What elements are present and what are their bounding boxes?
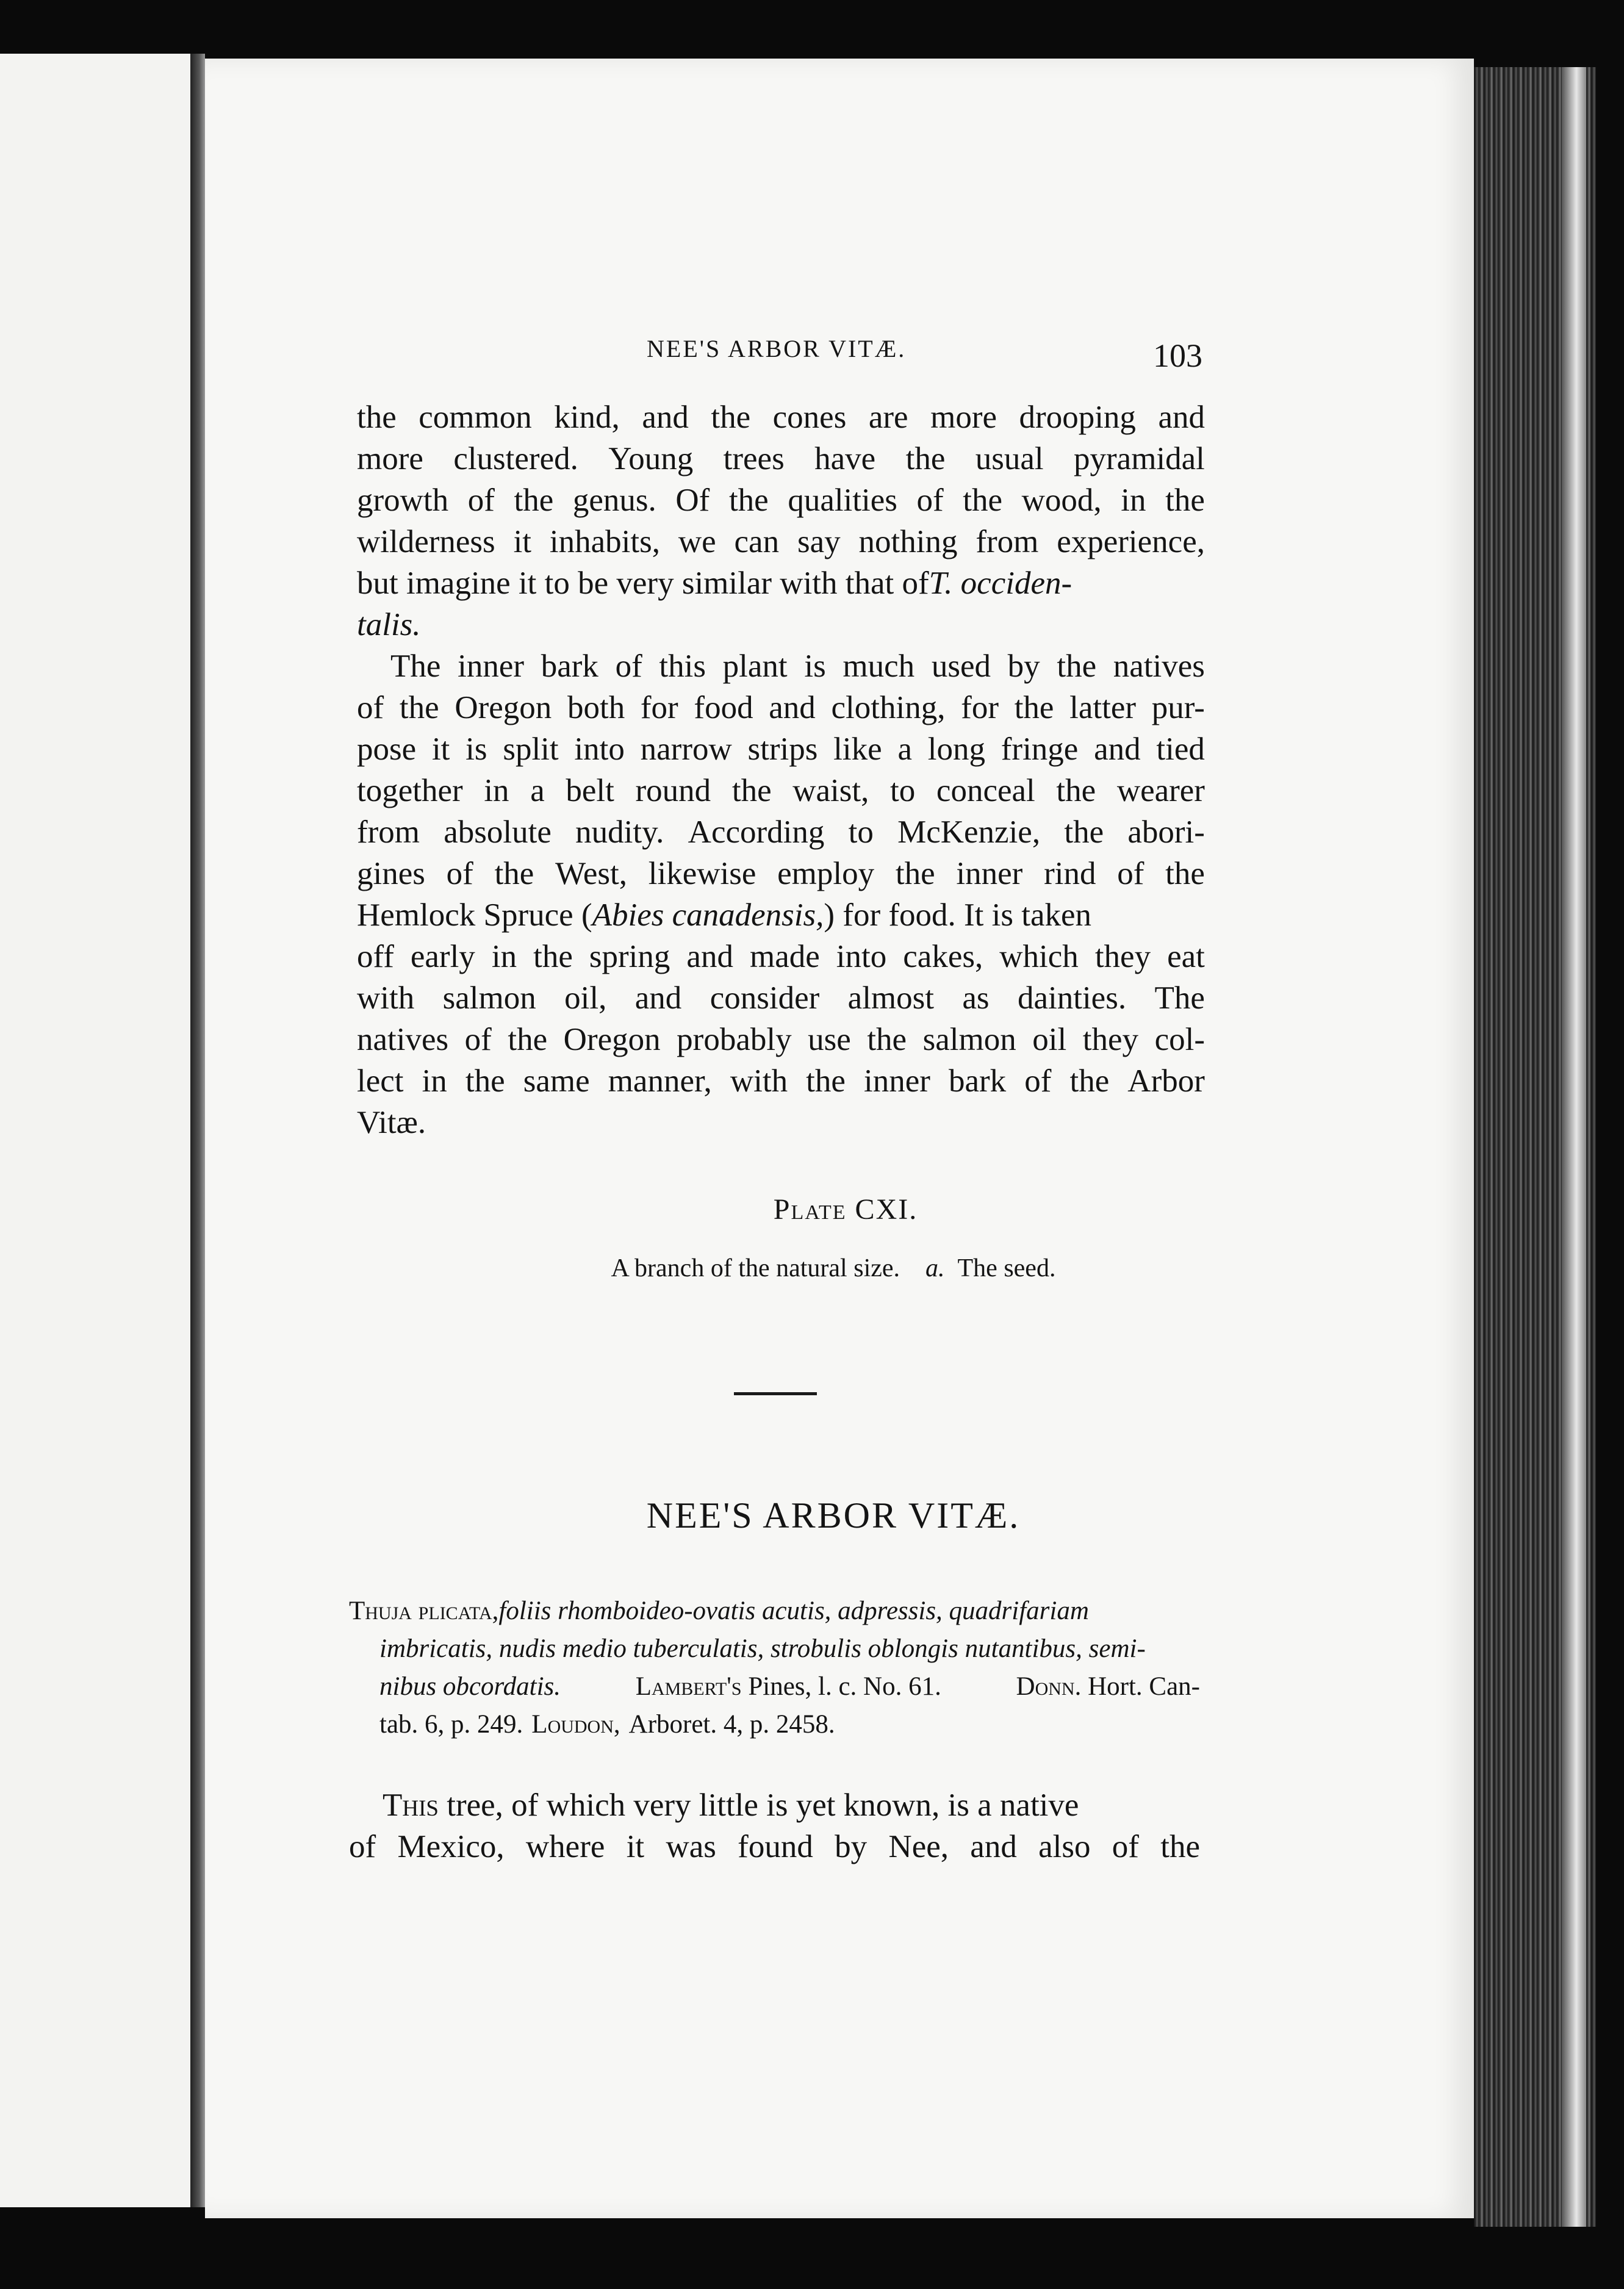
word: qualities (788, 483, 897, 518)
word: from (975, 524, 1039, 559)
word: and (769, 690, 816, 725)
word: as (962, 980, 990, 1016)
text-line (357, 1019, 1205, 1060)
word: conceal (936, 773, 1035, 808)
word: of (446, 856, 473, 891)
word: salmon (922, 1022, 1016, 1057)
word: from (357, 814, 420, 850)
word: by (835, 1829, 868, 1864)
word: likewise (648, 856, 756, 891)
word: spring (589, 939, 670, 974)
word: of (1024, 1063, 1052, 1099)
word: McKenzie, (897, 814, 1041, 850)
paragraph-continued (357, 397, 1205, 645)
word: of (349, 1829, 376, 1864)
word: is (465, 731, 487, 767)
word: the (1165, 856, 1205, 891)
word: pose (357, 731, 417, 767)
word: and (686, 939, 733, 974)
word: pyramidal (1074, 441, 1205, 476)
word: off (357, 939, 394, 974)
word: found (738, 1829, 813, 1864)
word: dainties. (1017, 980, 1127, 1016)
word: with (730, 1063, 788, 1099)
word: of (615, 649, 642, 684)
text-line: Hemlock Spruce ( Abies canadensis, ) for food. It is taken (357, 894, 1205, 936)
word: of (1112, 1829, 1139, 1864)
page-edge-highlight (1562, 67, 1586, 2227)
word: absolute (444, 814, 552, 850)
word: oil, (564, 980, 607, 1016)
word: are (868, 400, 908, 435)
word: the (731, 773, 772, 808)
word: West, (555, 856, 627, 891)
word: cones (772, 400, 847, 435)
word: and (1094, 731, 1141, 767)
text-line (357, 480, 1205, 521)
text-line: Thuja plicata, foliis rhomboideo-ovatis acutis, adpressis, quadrifariam (349, 1592, 1200, 1630)
word: the (963, 483, 1003, 518)
text-line (357, 853, 1205, 894)
text-line: but imagine it to be very similar with that of T. occiden- (357, 562, 1205, 604)
word: much (843, 649, 915, 684)
word: col- (1154, 1022, 1205, 1057)
word: to (890, 773, 916, 808)
word: the (357, 400, 397, 435)
author-name: Loudon, (531, 1710, 620, 1739)
text-line (357, 645, 1205, 687)
word: and (634, 980, 682, 1016)
word: and (642, 400, 689, 435)
word: in (491, 939, 517, 974)
paragraph-inner-bark (357, 645, 1205, 1143)
word: and (970, 1829, 1017, 1864)
word: food (694, 690, 753, 725)
word: drooping (1019, 400, 1136, 435)
word: a (897, 731, 912, 767)
word: they (1082, 1022, 1139, 1057)
species-name: Abies canadensis, (592, 897, 824, 933)
word: nothing (858, 524, 958, 559)
text-line: This tree, of which very little is yet known, is a native (383, 1788, 1079, 1823)
word: Oregon (563, 1022, 661, 1057)
word: the (895, 856, 935, 891)
text-line (357, 811, 1205, 853)
word: lect (357, 1063, 404, 1099)
word: the (508, 1022, 548, 1057)
paragraph-description (349, 1784, 1200, 1867)
word: in (422, 1063, 447, 1099)
word: the (905, 441, 946, 476)
species-name: talis. (357, 607, 421, 642)
word: same (523, 1063, 590, 1099)
text-line (357, 397, 1205, 438)
word: for (961, 690, 999, 725)
word: the (1165, 483, 1205, 518)
author-name: Lambert's (635, 1672, 742, 1701)
word: Nee, (888, 1829, 949, 1864)
word: clustered. (453, 441, 578, 476)
book-gutter (190, 54, 205, 2207)
word: use (808, 1022, 851, 1057)
word: of (357, 690, 384, 725)
word: inner (458, 649, 524, 684)
word: split (503, 731, 559, 767)
word: employ (777, 856, 875, 891)
word: into (574, 731, 625, 767)
word: bark (948, 1063, 1007, 1099)
author-name: Donn. (1016, 1672, 1082, 1701)
word: also (1038, 1829, 1091, 1864)
word: was (666, 1829, 716, 1864)
word: the (1069, 1063, 1110, 1099)
word: of (467, 483, 495, 518)
word: is (804, 649, 826, 684)
word: together (357, 773, 463, 808)
text-line (357, 977, 1205, 1019)
text-line (357, 604, 1205, 645)
facing-page (0, 54, 190, 2207)
word: the (533, 939, 573, 974)
word: clothing, (831, 690, 946, 725)
word: the (1014, 690, 1054, 725)
word: kind, (554, 400, 620, 435)
word: common (419, 400, 532, 435)
word: The (1154, 980, 1205, 1016)
text-line: Vitæ. (357, 1105, 426, 1140)
text-line (357, 438, 1205, 480)
word: the (1057, 649, 1097, 684)
word: latter (1069, 690, 1137, 725)
word: it (513, 524, 532, 559)
word: to (848, 814, 874, 850)
word: more (930, 400, 997, 435)
text-line: tab. 6, p. 249. Loudon, Arboret. 4, p. 2458. (349, 1706, 1200, 1744)
word: narrow (640, 731, 732, 767)
word: probably (677, 1022, 792, 1057)
word: it (431, 731, 450, 767)
word: of (916, 483, 944, 518)
word: inner (956, 856, 1023, 891)
word: more (357, 441, 423, 476)
word: The (390, 649, 441, 684)
species-name: T. occiden- (929, 566, 1072, 601)
word: they (1094, 939, 1151, 974)
section-divider-rule (734, 1392, 817, 1395)
word: both (567, 690, 625, 725)
word: and (1158, 400, 1205, 435)
word: into (836, 939, 887, 974)
word: the (711, 400, 751, 435)
word: in (1121, 483, 1146, 518)
text-line (357, 687, 1205, 728)
word: oil (1032, 1022, 1067, 1057)
word: eat (1167, 939, 1205, 974)
word: early (410, 939, 475, 974)
word: say (797, 524, 841, 559)
word: of (464, 1022, 492, 1057)
word: usual (975, 441, 1044, 476)
text-line (357, 770, 1205, 811)
word: manner, (608, 1063, 712, 1099)
word: fringe (1001, 731, 1079, 767)
word: of (1117, 856, 1144, 891)
word: the (1064, 814, 1104, 850)
word: with (357, 980, 415, 1016)
word: tied (1156, 731, 1205, 767)
text-line: nibus obcordatis. Lambert's Pines, l. c. No. 61. Donn. Hort. Can- (379, 1672, 1200, 1701)
plate-figure-letter: a. (925, 1254, 945, 1282)
word: waist, (792, 773, 869, 808)
word: According (688, 814, 825, 850)
word: experience, (1057, 524, 1205, 559)
word: it (626, 1829, 645, 1864)
word: Of (675, 483, 710, 518)
species-synonymy (349, 1592, 1200, 1744)
word: the (514, 483, 554, 518)
word: where (525, 1829, 605, 1864)
word: can (734, 524, 780, 559)
word: inhabits, (549, 524, 660, 559)
text-line (357, 936, 1205, 977)
word: for (640, 690, 678, 725)
word: belt (566, 773, 614, 808)
word: have (814, 441, 876, 476)
word: which (999, 939, 1079, 974)
word: the (728, 483, 769, 518)
word: Young (608, 441, 694, 476)
word: the (1160, 1829, 1200, 1864)
word: the (1056, 773, 1096, 808)
word: the (399, 690, 439, 725)
plate-heading: Plate CXI. (773, 1193, 918, 1226)
word: wilderness (357, 524, 495, 559)
word: plant (722, 649, 788, 684)
word: salmon (442, 980, 536, 1016)
word: this (659, 649, 706, 684)
text-line (349, 1826, 1200, 1867)
word: natives (357, 1022, 449, 1057)
word: rind (1044, 856, 1096, 891)
text-line: imbricatis, nudis medio tuberculatis, strobulis oblongis nutantibus, semi- (379, 1634, 1146, 1663)
word: strips (747, 731, 818, 767)
word: the (806, 1063, 846, 1099)
word: used (931, 649, 991, 684)
word: in (484, 773, 509, 808)
word: wearer (1116, 773, 1205, 808)
word: a (530, 773, 545, 808)
word: long (927, 731, 985, 767)
text-line (357, 521, 1205, 562)
word: pur- (1151, 690, 1205, 725)
word: by (1007, 649, 1040, 684)
word: Arbor (1127, 1063, 1205, 1099)
word: trees (723, 441, 785, 476)
species-binomial: Thuja plicata, (349, 1597, 499, 1625)
section-title: NEE'S ARBOR VITÆ. (646, 1495, 1021, 1536)
word: bark (541, 649, 598, 684)
word: consider (710, 980, 820, 1016)
word: growth (357, 483, 449, 518)
word: wood, (1021, 483, 1102, 518)
word: round (635, 773, 711, 808)
word: made (749, 939, 820, 974)
word: the (465, 1063, 505, 1099)
word: Oregon (455, 690, 552, 725)
word: like (833, 731, 882, 767)
lead-word: This (383, 1788, 439, 1823)
plate-caption: A branch of the natural size. a. The seed. (611, 1254, 1056, 1282)
word: gines (357, 856, 425, 891)
running-head: NEE'S ARBOR VITÆ. (647, 335, 907, 362)
text-line (357, 1060, 1205, 1102)
word: the (494, 856, 534, 891)
word: cakes, (903, 939, 983, 974)
word: inner (863, 1063, 930, 1099)
word: nudity. (575, 814, 664, 850)
text-line (357, 728, 1205, 770)
word: genus. (572, 483, 656, 518)
word: almost (847, 980, 934, 1016)
word: natives (1113, 649, 1205, 684)
page-number: 103 (1153, 337, 1202, 374)
word: we (678, 524, 716, 559)
word: Mexico, (397, 1829, 505, 1864)
word: the (867, 1022, 907, 1057)
word: abori- (1127, 814, 1205, 850)
